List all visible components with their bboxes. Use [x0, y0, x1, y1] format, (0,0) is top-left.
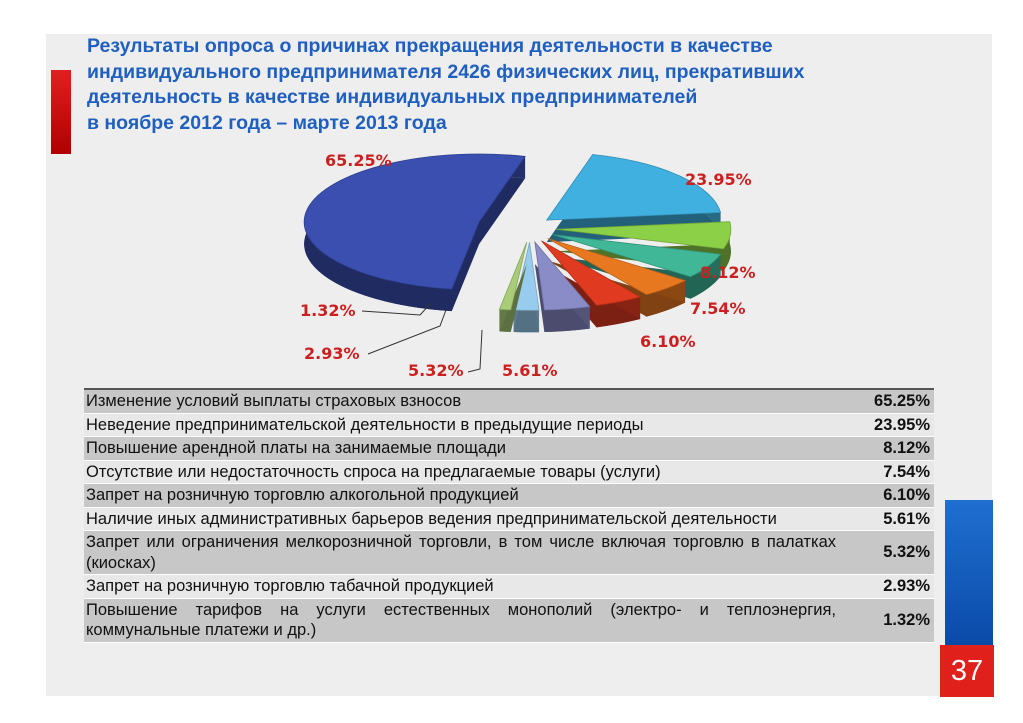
- page-number: 37: [940, 645, 994, 697]
- table-row: [84, 413, 934, 437]
- row-label: Наличие иных административных барьеров ведения предпринимательской деятельности: [84, 507, 842, 531]
- data-table-container: [84, 388, 934, 643]
- table-row: [84, 484, 934, 508]
- table-row: [84, 598, 934, 642]
- pie-label-9: 1.32%: [300, 301, 356, 320]
- table-row: [84, 437, 934, 461]
- title-line-3: деятельность в качестве индивидуальных предпринимателей: [87, 86, 698, 108]
- blue-accent-bar: [945, 500, 993, 646]
- row-label: Запрет на розничную торговлю алкогольной продукцией: [84, 484, 842, 508]
- row-value: 5.61%: [842, 507, 934, 531]
- pie-label-2: 23.95%: [685, 170, 752, 189]
- row-value: 2.93%: [842, 575, 934, 599]
- row-label: Отсутствие или недостаточность спроса на предлагаемые товары (услуги): [84, 460, 842, 484]
- row-value: 65.25%: [842, 389, 934, 413]
- row-value: 7.54%: [842, 460, 934, 484]
- table-row: [84, 460, 934, 484]
- title-line-1: Результаты опроса о причинах прекращения деятельности в качестве: [87, 35, 773, 57]
- table-row: [84, 507, 934, 531]
- pie-slice-1: [304, 154, 525, 311]
- leader-line-3: [468, 330, 482, 372]
- title-line-2: индивидуального предпринимателя 2426 физических лиц, прекративших: [87, 60, 805, 83]
- table-row: [84, 575, 934, 599]
- leader-line-2: [368, 310, 446, 354]
- row-label: Неведение предпринимательской деятельности в предыдущие периоды: [84, 413, 842, 437]
- row-label: Повышение арендной платы на занимаемые площади: [84, 437, 842, 461]
- data-table: [84, 388, 934, 643]
- row-value: 1.32%: [842, 598, 934, 642]
- pie-label-4: 7.54%: [690, 299, 746, 318]
- pie-label-1: 65.25%: [325, 151, 392, 170]
- pie-label-7: 5.32%: [408, 361, 464, 380]
- pie-label-5: 6.10%: [640, 332, 696, 351]
- pie-slices: [304, 154, 731, 332]
- pie-label-3: 8.12%: [700, 263, 756, 282]
- row-value: 8.12%: [842, 437, 934, 461]
- row-label: Повышение тарифов на услуги естественных монополий (электро- и теплоэнергия, коммунальные платежи и др.): [84, 598, 842, 642]
- row-label: Запрет на розничную торговлю табачной продукцией: [84, 575, 842, 599]
- pie-chart: [290, 150, 770, 385]
- row-label: Изменение условий выплаты страховых взносов: [84, 389, 842, 413]
- row-value: 5.32%: [842, 531, 934, 575]
- row-value: 23.95%: [842, 413, 934, 437]
- table-row: [84, 531, 934, 575]
- red-accent-bar: [51, 70, 71, 154]
- pie-label-6: 5.61%: [502, 361, 558, 380]
- row-value: 6.10%: [842, 484, 934, 508]
- table-body: [84, 389, 934, 642]
- title-line-4: в ноябре 2012 года – марте 2013 года: [87, 111, 447, 134]
- slide-title: [87, 34, 937, 136]
- row-label: Запрет или ограничения мелкорозничной торговли, в том числе включая торговлю в палатках (киосках): [84, 531, 842, 575]
- table-row: [84, 389, 934, 413]
- pie-label-8: 2.93%: [304, 344, 360, 363]
